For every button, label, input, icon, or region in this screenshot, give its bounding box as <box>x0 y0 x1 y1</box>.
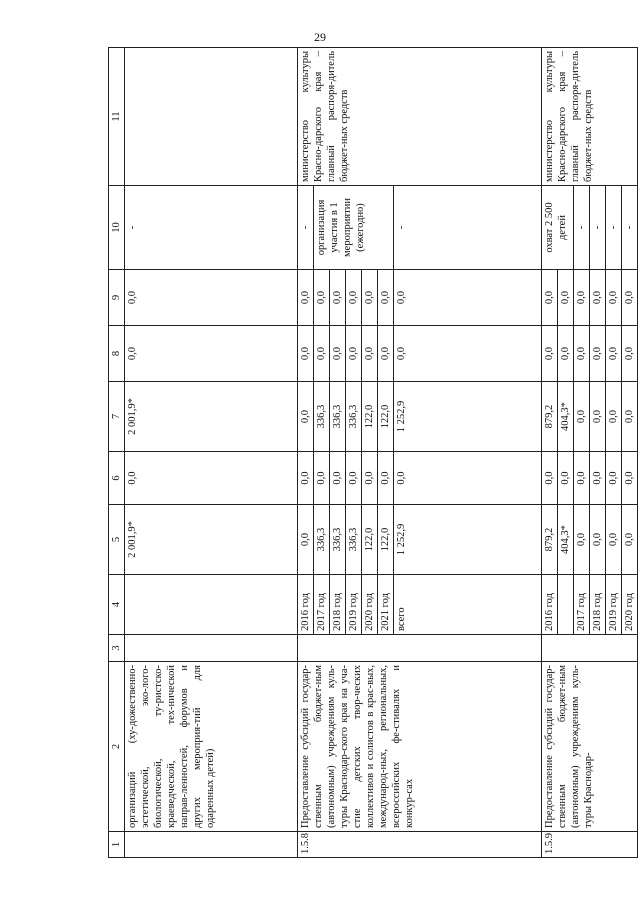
value-cell: 0,0 <box>314 270 330 326</box>
header-cell: 2 <box>109 662 125 832</box>
year-cell: 2020 год <box>622 575 638 635</box>
value-cell: 0,0 <box>298 326 314 382</box>
value-cell: 0,0 <box>622 382 638 452</box>
result-cell: - <box>125 186 298 270</box>
header-cell: 3 <box>109 635 125 662</box>
value-cell: 0,0 <box>574 382 590 452</box>
description-cell: организаций (ху-дожественно-эстетической, эко-лого-биологической, ту-ристско-краеведческой, тех-нической направ-ленностей, форумов и других мероприя-тий для одаренных детей) <box>125 662 298 832</box>
blank-cell <box>298 635 542 662</box>
number-cell: 1.5.8 <box>298 832 542 858</box>
value-cell: 0,0 <box>362 326 378 382</box>
value-cell: 0,0 <box>558 270 574 326</box>
header-cell: 10 <box>109 186 125 270</box>
value-cell: 0,0 <box>590 505 606 575</box>
blank-cell <box>542 635 638 662</box>
result-cell: организация участия в 1 мероприятии (ежегодно) <box>314 186 394 270</box>
value-cell: 0,0 <box>558 326 574 382</box>
value-cell: 336,3 <box>314 382 330 452</box>
value-cell: 0,0 <box>378 270 394 326</box>
value-cell: 0,0 <box>362 270 378 326</box>
value-cell: 0,0 <box>298 505 314 575</box>
value-cell: 0,0 <box>606 505 622 575</box>
table-row <box>125 48 298 858</box>
header-row <box>109 48 125 858</box>
value-cell: 0,0 <box>394 326 542 382</box>
value-cell: 0,0 <box>622 505 638 575</box>
table-row <box>542 48 558 858</box>
result-cell: - <box>606 186 622 270</box>
value-cell: 0,0 <box>346 452 362 505</box>
value-cell: 0,0 <box>606 270 622 326</box>
header-cell: 5 <box>109 505 125 575</box>
value-cell: 0,0 <box>574 452 590 505</box>
table-frame <box>108 48 635 858</box>
page-number: 29 <box>314 30 326 44</box>
owner-cell <box>125 48 298 186</box>
year-cell: 2016 год <box>542 575 558 635</box>
year-cell <box>125 575 298 635</box>
value-cell: 0,0 <box>125 452 298 505</box>
value-cell: 122,0 <box>362 505 378 575</box>
result-cell: - <box>394 186 542 270</box>
value-cell: 0,0 <box>542 270 558 326</box>
value-cell: 0,0 <box>314 452 330 505</box>
result-cell: охват 2 500 детей <box>542 186 574 270</box>
value-cell: 2 001,9* <box>125 382 298 452</box>
value-cell: 0,0 <box>346 326 362 382</box>
value-cell: 0,0 <box>330 270 346 326</box>
program-table <box>108 47 638 858</box>
value-cell: 336,3 <box>346 505 362 575</box>
number-cell: 1.5.9 <box>542 832 638 858</box>
year-cell: всего <box>394 575 542 635</box>
value-cell: 0,0 <box>622 270 638 326</box>
value-cell: 0,0 <box>558 452 574 505</box>
owner-cell: министерство культуры Красно-дарского края – главный распоря-дитель бюджет-ных средств <box>298 48 542 186</box>
value-cell: 0,0 <box>394 270 542 326</box>
value-cell: 122,0 <box>378 382 394 452</box>
description-cell: Предоставление субсидий государ-ственным бюджет-ным (автономным) учреждениям куль-туры Краснодар-ского края на уча-стие детских твор-ческих коллективов и солистов в крас-вых, международ-ных, региональных, всероссийских фе-стивалях и конкур-сах <box>298 662 542 832</box>
description-cell: Предоставление субсидий государ-ственным бюджет-ным (автономным) учреждениям куль-туры Краснодар- <box>542 662 638 832</box>
value-cell: 0,0 <box>346 270 362 326</box>
value-cell: 0,0 <box>378 326 394 382</box>
result-cell: - <box>298 186 314 270</box>
value-cell: 0,0 <box>330 452 346 505</box>
header-cell: 9 <box>109 270 125 326</box>
value-cell: 122,0 <box>362 382 378 452</box>
result-cell: - <box>574 186 590 270</box>
value-cell: 0,0 <box>574 326 590 382</box>
value-cell: 336,3 <box>330 382 346 452</box>
value-cell: 2 001,9* <box>125 505 298 575</box>
result-cell: - <box>590 186 606 270</box>
value-cell: 0,0 <box>298 452 314 505</box>
value-cell: 0,0 <box>330 326 346 382</box>
value-cell: 404,3* <box>558 382 574 452</box>
owner-cell: министерство культуры Красно-дарского края – главный распоря-дитель бюджет-ных средств <box>542 48 638 186</box>
value-cell: 1 252,9 <box>394 382 542 452</box>
year-cell: 2018 год <box>330 575 346 635</box>
year-cell: 2017 год <box>314 575 330 635</box>
year-cell: 2016 год <box>298 575 314 635</box>
value-cell: 0,0 <box>606 382 622 452</box>
result-cell: - <box>622 186 638 270</box>
year-cell: 2018 год <box>590 575 606 635</box>
value-cell: 336,3 <box>314 505 330 575</box>
value-cell: 0,0 <box>125 270 298 326</box>
value-cell: 0,0 <box>590 326 606 382</box>
value-cell: 122,0 <box>378 505 394 575</box>
blank-cell <box>125 635 298 662</box>
table-row <box>298 48 314 858</box>
value-cell: 336,3 <box>330 505 346 575</box>
value-cell: 0,0 <box>362 452 378 505</box>
value-cell: 0,0 <box>574 270 590 326</box>
value-cell: 0,0 <box>590 270 606 326</box>
year-cell <box>558 575 574 635</box>
value-cell: 0,0 <box>314 326 330 382</box>
value-cell: 0,0 <box>125 326 298 382</box>
value-cell: 879,2 <box>542 505 558 575</box>
header-cell: 4 <box>109 575 125 635</box>
value-cell: 879,2 <box>542 382 558 452</box>
value-cell: 1 252,9 <box>394 505 542 575</box>
rotated-table <box>108 48 635 858</box>
header-cell: 7 <box>109 382 125 452</box>
year-cell: 2021 год <box>378 575 394 635</box>
value-cell: 0,0 <box>622 326 638 382</box>
value-cell: 0,0 <box>298 270 314 326</box>
value-cell: 336,3 <box>346 382 362 452</box>
header-cell: 6 <box>109 452 125 505</box>
value-cell: 0,0 <box>542 452 558 505</box>
value-cell: 0,0 <box>542 326 558 382</box>
value-cell: 0,0 <box>590 452 606 505</box>
year-cell: 2017 год <box>574 575 590 635</box>
value-cell: 0,0 <box>622 452 638 505</box>
value-cell: 0,0 <box>590 382 606 452</box>
value-cell: 0,0 <box>378 452 394 505</box>
value-cell: 0,0 <box>606 326 622 382</box>
value-cell: 0,0 <box>298 382 314 452</box>
value-cell: 0,0 <box>606 452 622 505</box>
year-cell: 2019 год <box>606 575 622 635</box>
header-cell: 1 <box>109 832 125 858</box>
value-cell: 404,3* <box>558 505 574 575</box>
year-cell: 2019 год <box>346 575 362 635</box>
value-cell: 0,0 <box>394 452 542 505</box>
number-cell <box>125 832 298 858</box>
header-cell: 11 <box>109 48 125 186</box>
value-cell: 0,0 <box>574 505 590 575</box>
year-cell: 2020 год <box>362 575 378 635</box>
header-cell: 8 <box>109 326 125 382</box>
